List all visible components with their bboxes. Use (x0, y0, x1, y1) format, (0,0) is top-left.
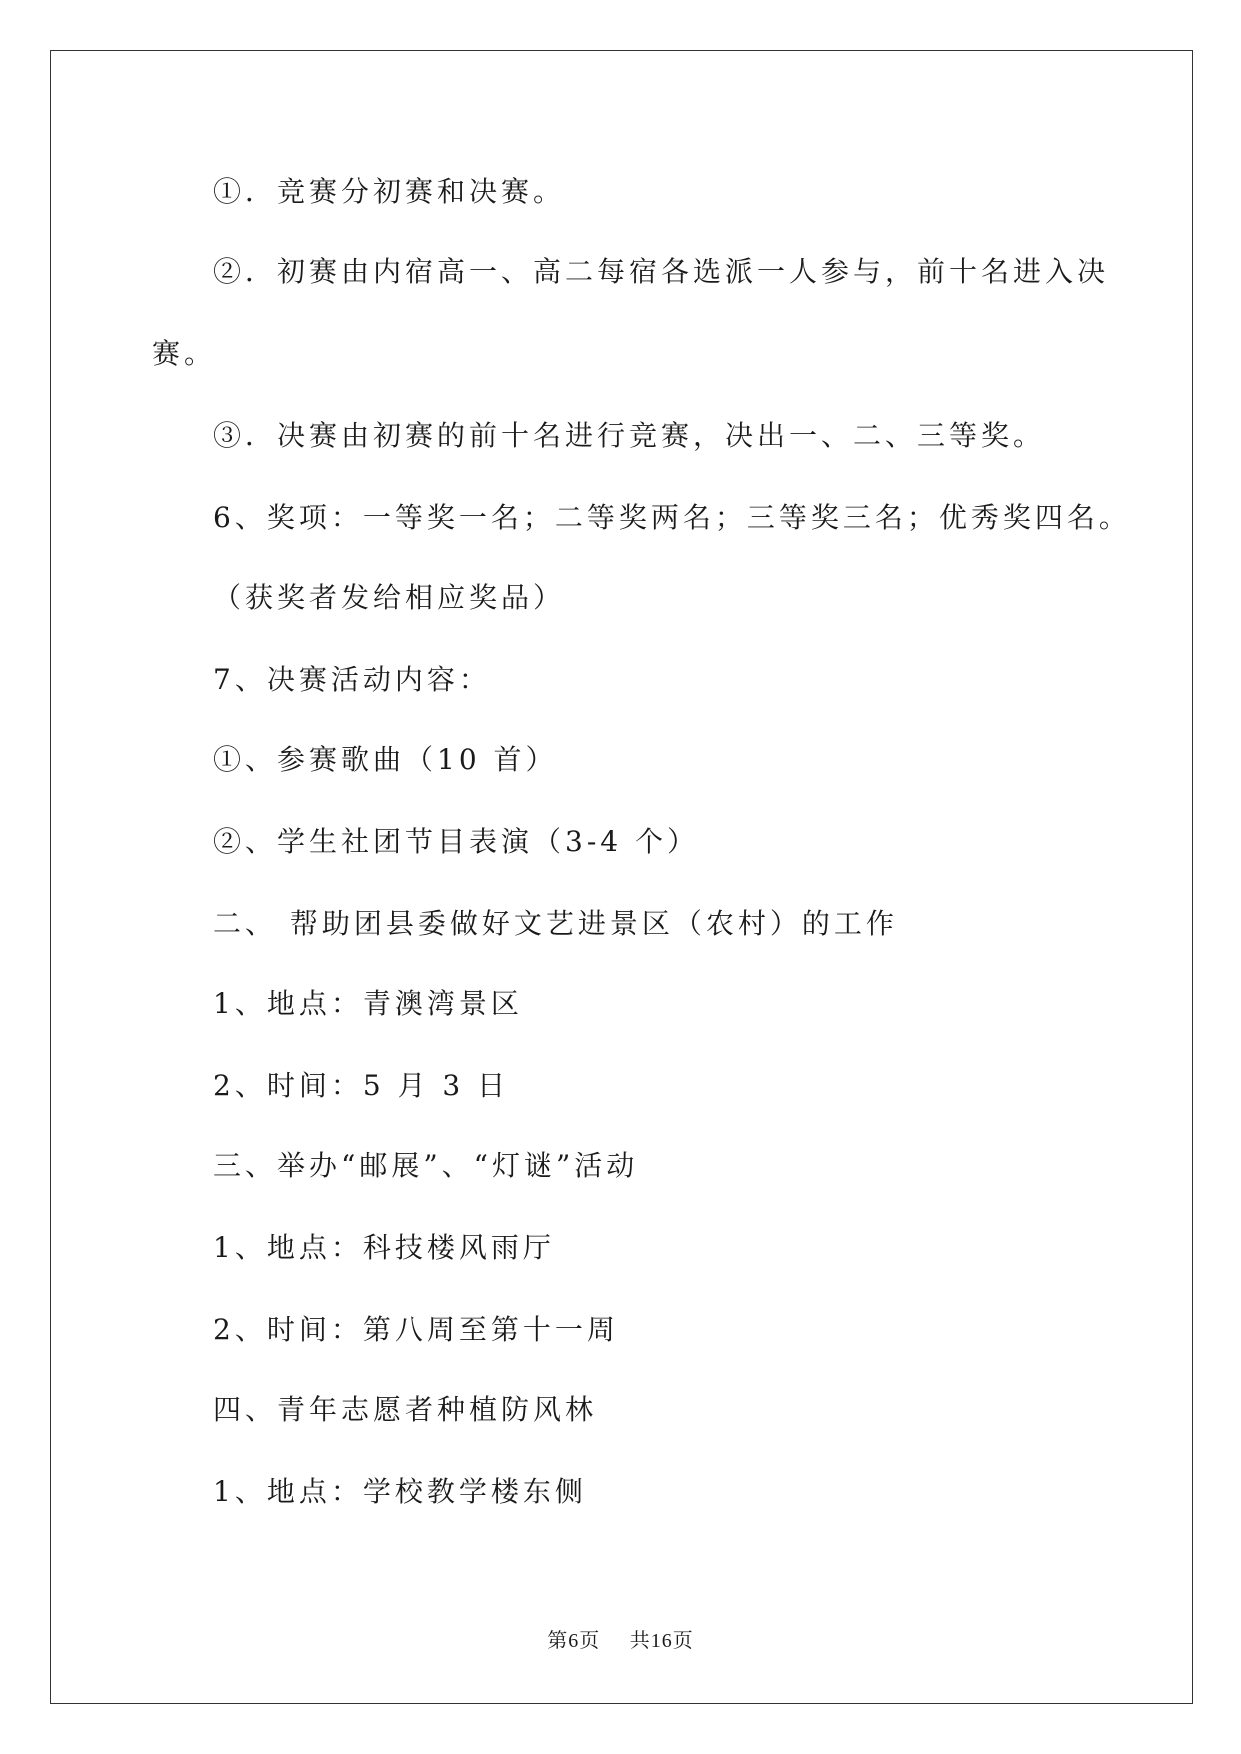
paragraph: 1、地点：青澳湾景区 (213, 987, 523, 1020)
total-suffix: 页 (672, 1628, 694, 1652)
page-footer (0, 1628, 1241, 1653)
section-heading: 四、青年志愿者种植防风林 (213, 1393, 598, 1426)
paragraph: ②、学生社团节目表演（3-4 个） (213, 825, 699, 858)
paragraph: ①．竞赛分初赛和决赛。 (213, 175, 566, 208)
page-prefix: 第 (547, 1628, 569, 1652)
paragraph: 2、时间：5 月 3 日 (213, 1069, 510, 1102)
paragraph: 1、地点：学校教学楼东侧 (213, 1475, 587, 1508)
paragraph: ③．决赛由初赛的前十名进行竞赛，决出一、二、三等奖。 (213, 419, 1046, 452)
page-suffix: 页 (579, 1628, 601, 1652)
paragraph: 2、时间：第八周至第十一周 (213, 1313, 619, 1346)
page-number: 6 (568, 1630, 580, 1652)
paragraph: ②．初赛由内宿高一、高二每宿各选派一人参与，前十名进入决 (213, 255, 1110, 288)
paragraph: （获奖者发给相应奖品） (213, 581, 566, 614)
section-heading: 二、 帮助团县委做好文艺进景区（农村）的工作 (213, 907, 898, 940)
paragraph-continuation: 赛。 (152, 337, 217, 370)
total-pages: 16 (650, 1630, 673, 1652)
section-heading: 三、举办“邮展”、“灯谜”活动 (213, 1149, 639, 1182)
paragraph: ①、参赛歌曲（10 首） (213, 743, 558, 776)
page-border (50, 50, 1193, 1704)
total-prefix: 共 (629, 1628, 651, 1652)
paragraph: 7、决赛活动内容： (213, 663, 491, 696)
paragraph: 1、地点：科技楼风雨厅 (213, 1231, 555, 1264)
paragraph: 6、奖项：一等奖一名；二等奖两名；三等奖三名；优秀奖四名。 (213, 501, 1131, 534)
